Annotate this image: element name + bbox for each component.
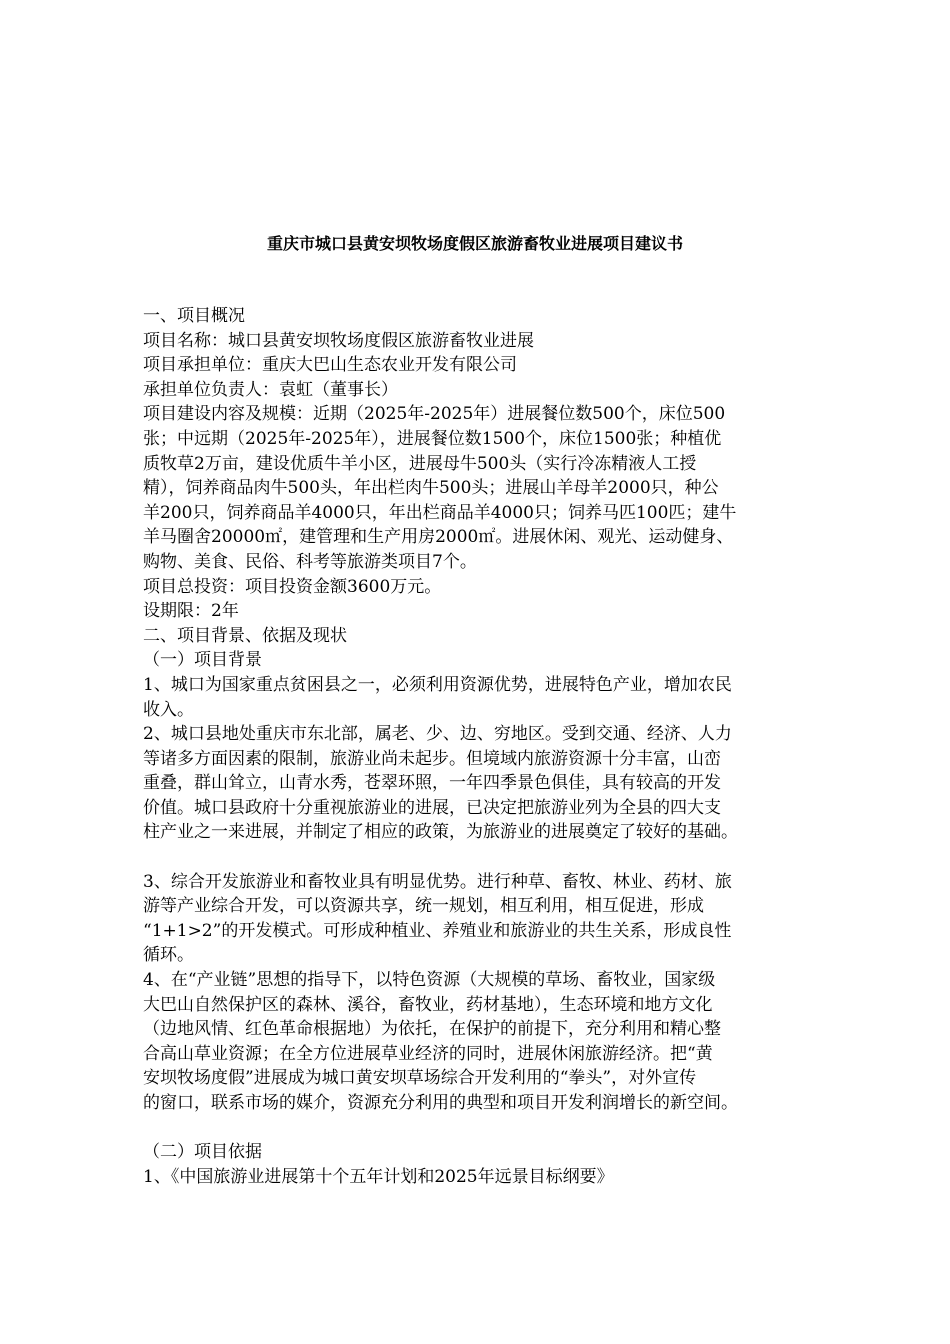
- paragraph-line: 4、在“产业链”思想的指导下，以特色资源（大规模的草场、畜牧业，国家级: [143, 970, 716, 991]
- paragraph-line: 收入。: [143, 699, 194, 720]
- paragraph-line: 1、城口为国家重点贫困县之一，必须利用资源优势，进展特色产业，增加农民: [143, 674, 732, 695]
- paragraph-line: 精），饲养商品肉牛500头，年出栏肉牛500头；进展山羊母羊2000只，种公: [143, 478, 719, 499]
- paragraph-line: 合高山草业资源；在全方位进展草业经济的同时，进展休闲旅游经济。把“黄: [143, 1043, 713, 1064]
- paragraph-line: 大巴山自然保护区的森林、溪谷，畜牧业，药材基地），生态环境和地方文化: [143, 994, 713, 1015]
- section-heading: 二、项目背景、依据及现状: [143, 625, 347, 646]
- paragraph-line: 柱产业之一来进展，并制定了相应的政策，为旅游业的进展奠定了较好的基础。: [143, 822, 738, 843]
- subsection-heading: （二）项目依据: [143, 1142, 262, 1163]
- document-body: [143, 304, 809, 1189]
- document-title: 重庆市城口县黄安坝牧场度假区旅游畜牧业进展项目建议书: [266, 234, 683, 253]
- paragraph-line: 1、《中国旅游业进展第十个五年计划和2025年远景目标纲要》: [143, 1166, 614, 1187]
- subsection-heading: （一）项目背景: [143, 650, 262, 671]
- paragraph-line: 3、综合开发旅游业和畜牧业具有明显优势。进行种草、畜牧、林业、药材、旅: [143, 871, 732, 892]
- paragraph-line: （边地风情、红色革命根据地）为依托，在保护的前提下，充分利用和精心整: [143, 1019, 721, 1040]
- section-heading: 一、项目概况: [143, 306, 245, 326]
- paragraph-line: 循环。: [143, 945, 194, 966]
- period-line: 设期限：2年: [143, 601, 239, 622]
- paragraph-line: “1+1>2”的开发模式。可形成种植业、养殖业和旅游业的共生关系，形成良性: [143, 920, 732, 941]
- paragraph-line: 购物、美食、民俗、科考等旅游类项目7个。: [143, 551, 477, 572]
- paragraph-line: 2、城口县地处重庆市东北部，属老、少、边、穷地区。受到交通、经济、人力: [143, 724, 732, 745]
- paragraph-line: 的窗口，联系市场的媒介，资源充分利用的典型和项目开发利润增长的新空间。: [143, 1093, 738, 1113]
- paragraph-line: 等诸多方面因素的限制，旅游业尚未起步。但境域内旅游资源十分丰富，山峦: [143, 748, 721, 769]
- paragraph-line: 羊马圈舍20000㎡，建管理和生产用房2000㎡。进展休闲、观光、运动健身、: [143, 527, 734, 548]
- blank-line: [143, 1116, 809, 1141]
- total-investment-line: 项目总投资：项目投资金额3600万元。: [143, 576, 442, 597]
- paragraph-line: 张；中远期（2025年-2025年），进展餐位数1500个，床位1500张；种植优: [143, 428, 722, 449]
- paragraph-line: 项目建设内容及规模：近期（2025年-2025年）进展餐位数500个，床位500: [143, 404, 726, 425]
- blank-line: [143, 845, 809, 870]
- paragraph-line: 游等产业综合开发，可以资源共享，统一规划，相互利用，相互促进，形成: [143, 896, 704, 917]
- paragraph-line: 安坝牧场度假”进展成为城口黄安坝草场综合开发利用的“拳头”，对外宣传: [143, 1068, 697, 1089]
- paragraph-line: 质牧草2万亩，建设优质牛羊小区，进展母牛500头（实行冷冻精液人工授: [143, 453, 697, 474]
- project-name-line: 项目名称：城口县黄安坝牧场度假区旅游畜牧业进展: [143, 330, 534, 351]
- paragraph-line: 价值。城口县政府十分重视旅游业的进展，已决定把旅游业列为全县的四大支: [143, 797, 721, 818]
- paragraph-line: 羊200只，饲养商品羊4000只，年出栏商品羊4000只；饲养马匹100匹；建牛: [143, 502, 737, 523]
- unit-leader-line: 承担单位负责人：袁虹（董事长）: [143, 379, 398, 400]
- paragraph-line: 重叠，群山耸立，山青水秀，苍翠环照，一年四季景色俱佳，具有较高的开发: [143, 773, 721, 794]
- undertaking-unit-line: 项目承担单位：重庆大巴山生态农业开发有限公司: [143, 355, 517, 376]
